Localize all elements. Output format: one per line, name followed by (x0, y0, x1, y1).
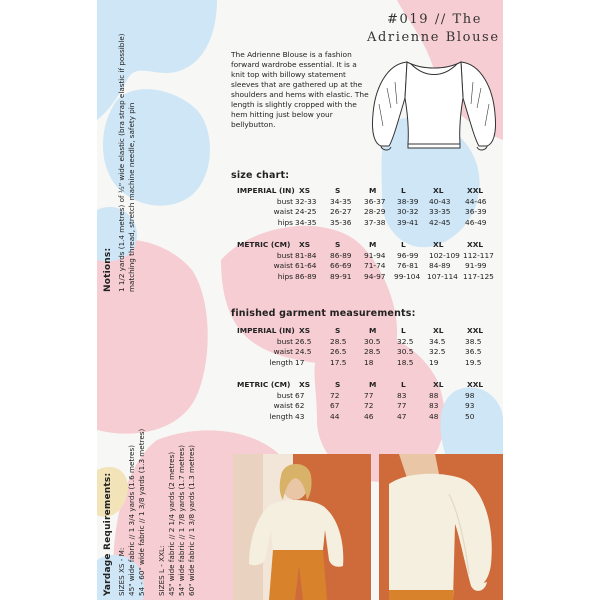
left-panel (97, 0, 221, 600)
size-xxl: XXL (467, 380, 484, 389)
cell: 39-41 (397, 217, 419, 227)
cell: 28.5 (364, 347, 381, 356)
cell: 30.5 (397, 347, 414, 356)
cell: 19.5 (465, 357, 482, 367)
cell: 26.5 (330, 347, 347, 356)
cell: 34-35 (295, 217, 317, 227)
size-chart-heading: size chart: (231, 170, 290, 181)
size-m: M (369, 380, 377, 389)
cell: 102-109 (429, 250, 460, 260)
model-photo-back (379, 454, 503, 600)
row-label: hips (277, 271, 293, 281)
cell: 112-117 (463, 250, 494, 260)
cell: 91-94 (364, 250, 386, 260)
notions-block (103, 33, 137, 292)
size-s: S (335, 326, 341, 335)
cell: 17 (295, 357, 305, 367)
cell: 47 (397, 411, 407, 421)
size-s: S (335, 240, 341, 249)
cell: 81-84 (295, 250, 317, 260)
cell: 18.5 (397, 357, 414, 367)
cell: 17.5 (330, 357, 347, 367)
size-xxl: XXL (467, 186, 484, 195)
cell: 76-81 (397, 261, 419, 270)
cell: 72 (364, 401, 374, 410)
cell: 94-97 (364, 271, 386, 281)
cell: 86-89 (330, 250, 352, 260)
yardage-heading: Yardage Requirements: (103, 472, 113, 596)
size-xxl: XXL (467, 240, 484, 249)
size-xxl: XXL (467, 326, 484, 335)
size-l: L (401, 326, 406, 335)
imperial-label: IMPERIAL (IN) (237, 186, 295, 195)
size-xs: XS (299, 186, 311, 195)
cell: 28-29 (364, 207, 386, 216)
cell: 67 (295, 390, 305, 400)
cell: 30-32 (397, 207, 419, 216)
cell: 33-35 (429, 207, 451, 216)
size-m: M (369, 326, 377, 335)
cell: 18 (364, 357, 374, 367)
cell: 44 (330, 411, 340, 421)
finished-measurements-heading: finished garment measurements: (231, 308, 416, 319)
yardage-line: 45" wide fabric // 1 3/4 yards (1.6 metres) (127, 444, 136, 596)
cell: 117-125 (463, 271, 494, 281)
row-label: length (269, 357, 293, 367)
cell: 35-36 (330, 217, 352, 227)
yardage-block (103, 429, 197, 596)
cell: 44-46 (465, 196, 487, 206)
model-photo-front (233, 454, 371, 600)
cell: 83 (429, 401, 439, 410)
yardage-line: 54" wide fabric // 1 7/8 yards (1.7 metres) (177, 444, 186, 596)
row-label: bust (276, 390, 293, 400)
metric-label: METRIC (CM) (237, 380, 291, 389)
cell: 24.5 (295, 347, 312, 356)
size-chart-imperial (237, 186, 501, 228)
table-row (261, 197, 501, 208)
row-label: waist (273, 401, 293, 410)
blouse-illustration-icon (367, 48, 501, 158)
table-row (261, 401, 501, 412)
cell: 96-99 (397, 250, 419, 260)
metric-label: METRIC (CM) (237, 240, 291, 249)
yardage-line: SIZES XS - M: (117, 547, 126, 596)
size-m: M (369, 240, 377, 249)
yardage-line: 54 - 60" wide fabric // 1 3/8 yards (1.3 metres) (137, 428, 146, 596)
cell: 32.5 (429, 347, 446, 356)
table-row (261, 358, 501, 369)
size-xs: XS (299, 326, 311, 335)
table-row (261, 347, 501, 358)
table-row (261, 261, 501, 272)
cell: 24-25 (295, 207, 317, 216)
finished-imperial (237, 326, 501, 368)
cell: 86-89 (295, 271, 317, 281)
size-l: L (401, 186, 406, 195)
finished-metric (237, 380, 501, 422)
cell: 48 (429, 411, 439, 421)
table-row (261, 337, 501, 348)
cell: 36-39 (465, 207, 487, 216)
row-label: waist (273, 347, 293, 356)
cell: 72 (330, 390, 340, 400)
row-label: length (269, 411, 293, 421)
cell: 50 (465, 411, 475, 421)
size-s: S (335, 380, 341, 389)
cell: 107-114 (427, 271, 458, 281)
table-row (261, 412, 501, 423)
cell: 66-69 (330, 261, 352, 270)
cell: 34.5 (429, 336, 446, 346)
cell: 88 (429, 390, 439, 400)
pattern-description: The Adrienne Blouse is a fashion forward wardrobe essential. It is a knit top with billowy statement sleeves that are gathered up at the shoulders and hems with elastic. The length is slightly cropped with the hem hitting just below your bellybutton. (231, 50, 369, 129)
table-row (261, 391, 501, 402)
cell: 46 (364, 411, 374, 421)
size-l: L (401, 380, 406, 389)
yardage-line: 45" wide fabric // 2 1/4 yards (2 metres) (167, 451, 176, 596)
cell: 61-64 (295, 261, 317, 270)
cell: 83 (397, 390, 407, 400)
cell: 36-37 (364, 196, 386, 206)
cell: 42-45 (429, 217, 451, 227)
size-l: L (401, 240, 406, 249)
cell: 36.5 (465, 347, 482, 356)
pattern-number-title: #019 // The (387, 12, 483, 27)
cell: 26-27 (330, 207, 352, 216)
cell: 77 (397, 401, 407, 410)
table-row (261, 207, 501, 218)
cell: 28.5 (330, 336, 347, 346)
notions-heading: Notions: (103, 247, 113, 292)
row-label: bust (276, 196, 293, 206)
cell: 98 (465, 390, 475, 400)
cell: 19 (429, 357, 439, 367)
row-label: bust (276, 336, 293, 346)
size-xl: XL (433, 186, 444, 195)
table-row (261, 218, 501, 229)
cell: 38-39 (397, 196, 419, 206)
size-xl: XL (433, 326, 444, 335)
cell: 71-74 (364, 261, 386, 270)
yardage-line: SIZES L - XXL: (157, 545, 166, 596)
notions-line-2: matching thread, stretch machine needle, safety pin (127, 102, 136, 292)
pattern-name-title: Adrienne Blouse (367, 30, 500, 45)
cell: 37-38 (364, 217, 386, 227)
size-xs: XS (299, 240, 311, 249)
row-label: bust (276, 250, 293, 260)
cell: 93 (465, 401, 475, 410)
cell: 62 (295, 401, 305, 410)
cell: 26.5 (295, 336, 312, 346)
cell: 67 (330, 401, 340, 410)
cell: 30.5 (364, 336, 381, 346)
notions-line-1: 1 1/2 yards (1.4 metres) of ½" wide elastic (bra strap elastic if possible) (117, 33, 126, 292)
cell: 32.5 (397, 336, 414, 346)
cell: 84-89 (429, 261, 451, 270)
imperial-label: IMPERIAL (IN) (237, 326, 295, 335)
size-xl: XL (433, 380, 444, 389)
size-xs: XS (299, 380, 311, 389)
cell: 32-33 (295, 196, 317, 206)
row-label: hips (277, 217, 293, 227)
row-label: waist (273, 261, 293, 270)
cell: 91-99 (465, 261, 487, 270)
table-row (261, 272, 501, 283)
cell: 46-49 (465, 217, 487, 227)
yardage-line (147, 429, 157, 596)
row-label: waist (273, 207, 293, 216)
yardage-line: 60" wide fabric // 1 3/8 yards (1.3 metres) (187, 444, 196, 596)
size-xl: XL (433, 240, 444, 249)
cell: 89-91 (330, 271, 352, 281)
cell: 40-43 (429, 196, 451, 206)
cell: 77 (364, 390, 374, 400)
cell: 34-35 (330, 196, 352, 206)
size-m: M (369, 186, 377, 195)
table-row (261, 251, 501, 262)
size-s: S (335, 186, 341, 195)
cell: 99-104 (394, 271, 421, 281)
pattern-page (97, 0, 503, 600)
size-chart-metric (237, 240, 501, 282)
cell: 38.5 (465, 336, 482, 346)
cell: 43 (295, 411, 305, 421)
right-panel (221, 0, 503, 600)
